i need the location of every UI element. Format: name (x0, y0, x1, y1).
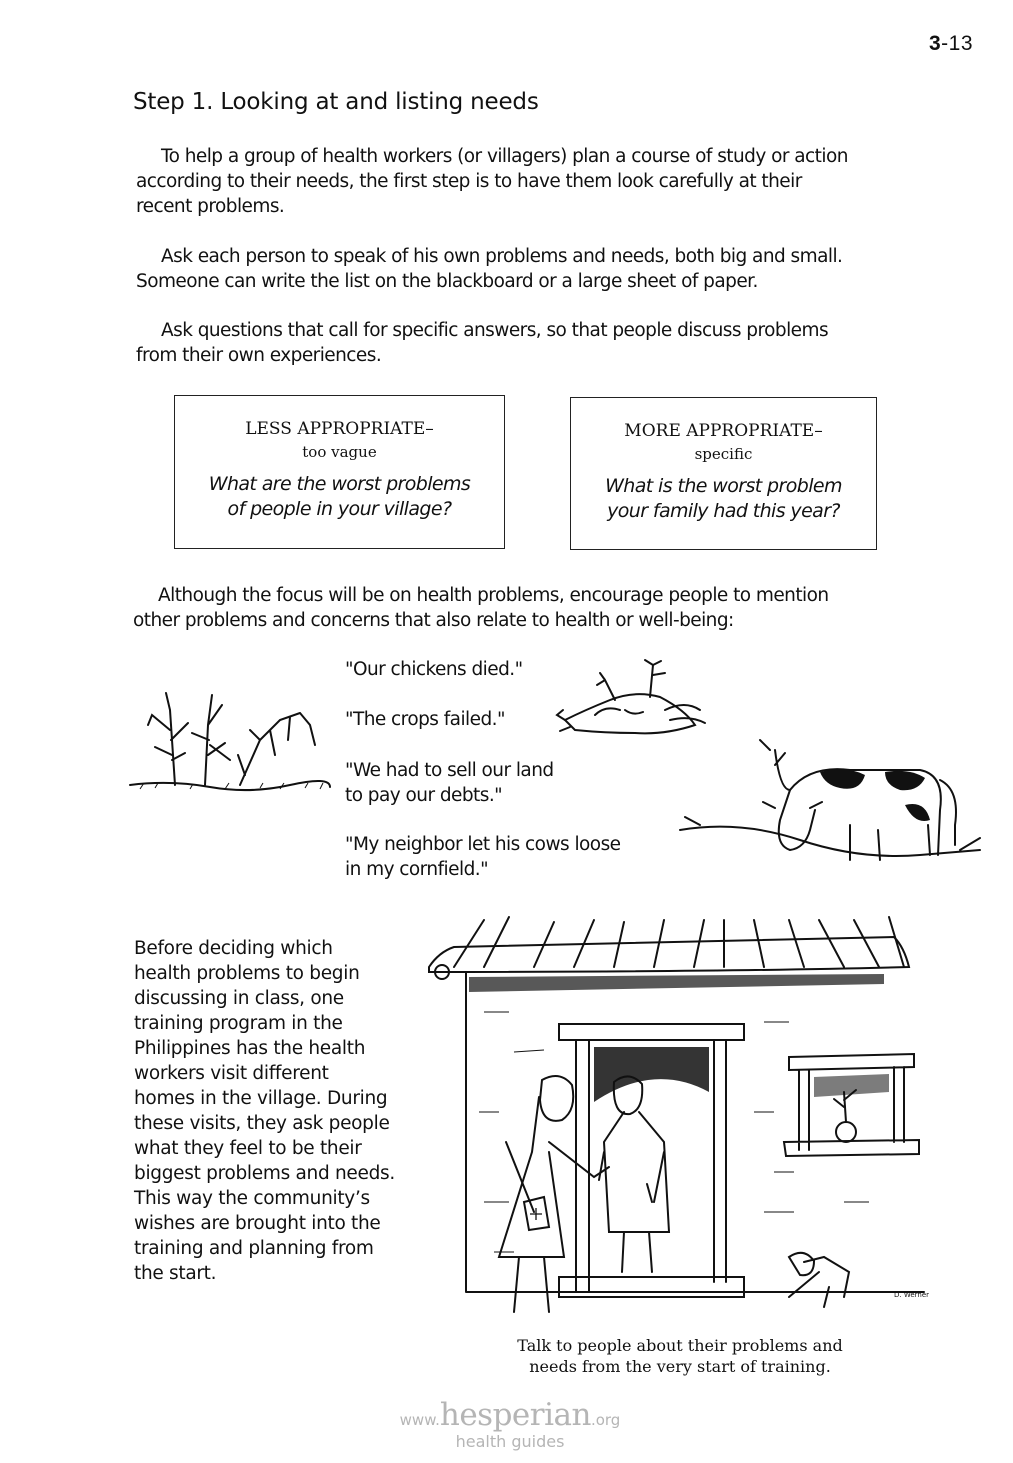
box-question-line: What is the worst problem (605, 475, 842, 497)
paragraph-line-text: Although the focus will be on health problems, encourage people to mention (158, 585, 829, 606)
withered-corn-illustration (130, 685, 340, 795)
paragraph-line: This way the community’s (134, 1188, 370, 1209)
home-visit-illustration (424, 912, 944, 1322)
paragraph-line: discussing in class, one (134, 988, 344, 1009)
paragraph-other-problems (133, 583, 829, 633)
paragraph-line-text: To help a group of health workers (or villagers) plan a course of study or action (161, 146, 848, 167)
paragraph-line-text: Before deciding which (134, 938, 333, 959)
quote-line: in my cornfield." (345, 859, 489, 880)
paragraph-line (136, 144, 848, 169)
cross-icon (530, 1208, 542, 1220)
quote-line: "My neighbor let his cows loose (345, 834, 621, 855)
footer-url-row (390, 1398, 630, 1432)
box-subheading: too vague (302, 443, 377, 461)
paragraph-line: workers visit different (134, 1063, 329, 1084)
paragraph-line: homes in the village. During (134, 1088, 388, 1109)
hesperian-footer-logo[interactable] (390, 1398, 630, 1451)
paragraph-line: recent problems. (136, 196, 285, 217)
chapter-number: 3 (928, 32, 942, 55)
paragraph-ask-questions (136, 318, 828, 368)
paragraph-philippines-example (134, 936, 395, 1286)
footer-suffix: .org (590, 1411, 621, 1429)
less-appropriate-box (174, 395, 505, 549)
illustration-caption (470, 1335, 890, 1377)
paragraph-line: according to their needs, the first step is to have them look carefully at their (136, 171, 802, 192)
paragraph-line: what they feel to be their (134, 1138, 362, 1159)
box-heading: LESS APPROPRIATE– (245, 419, 434, 439)
paragraph-ask-each-person (136, 244, 842, 294)
paragraph-line: the start. (134, 1263, 217, 1284)
artist-signature: D. Werner (894, 1291, 930, 1299)
paragraph-line: training and planning from (134, 1238, 374, 1259)
quote-line: to pay our debts." (345, 785, 503, 806)
box-question-line: What are the worst problems (208, 473, 471, 495)
paragraph-line: other problems and concerns that also relate to health or well-being: (133, 610, 734, 631)
paragraph-line: these visits, they ask people (134, 1113, 390, 1134)
caption-line: Talk to people about their problems and (517, 1336, 843, 1355)
paragraph-line (136, 244, 842, 269)
paragraph-line (133, 583, 829, 608)
box-question (571, 474, 876, 524)
cow-in-cornfield-illustration (680, 730, 990, 875)
paragraph-line-text: Ask each person to speak of his own problems and needs, both big and small. (161, 246, 843, 267)
paragraph-line-text: Ask questions that call for specific answers, so that people discuss problems (161, 320, 829, 341)
dead-chicken-illustration (555, 655, 715, 740)
box-question (175, 472, 504, 522)
box-question-line: of people in your village? (227, 498, 452, 520)
quote-chickens (345, 657, 523, 682)
section-title: Step 1. Looking at and listing needs (133, 89, 539, 115)
paragraph-line (134, 936, 395, 961)
quote-crops (345, 707, 505, 732)
box-subheading: specific (694, 445, 753, 463)
paragraph-line: Someone can write the list on the blackboard or a large sheet of paper. (136, 271, 758, 292)
footer-prefix: www. (399, 1411, 440, 1429)
box-heading: MORE APPROPRIATE– (624, 421, 823, 441)
quote-line: "We had to sell our land (345, 760, 554, 781)
paragraph-line: training program in the (134, 1013, 343, 1034)
page-number-value: 13 (948, 32, 973, 55)
more-appropriate-box (570, 397, 877, 550)
paragraph-intro (136, 144, 848, 219)
paragraph-line: from their own experiences. (136, 345, 382, 366)
quote-cows (345, 832, 621, 882)
paragraph-line (136, 318, 828, 343)
quote-land (345, 758, 554, 808)
paragraph-line: health problems to begin (134, 963, 360, 984)
quote-line: "The crops failed." (345, 709, 505, 730)
paragraph-line: biggest problems and needs. (134, 1163, 395, 1184)
paragraph-line: Philippines has the health (134, 1038, 366, 1059)
footer-tagline: health guides (455, 1432, 565, 1451)
footer-brand: hesperian (439, 1397, 591, 1433)
caption-line: needs from the very start of training. (529, 1357, 831, 1376)
quote-line: "Our chickens died." (345, 659, 523, 680)
page-number: 3-13 (928, 32, 973, 55)
box-question-line: your family had this year? (607, 500, 840, 522)
paragraph-line: wishes are brought into the (134, 1213, 381, 1234)
